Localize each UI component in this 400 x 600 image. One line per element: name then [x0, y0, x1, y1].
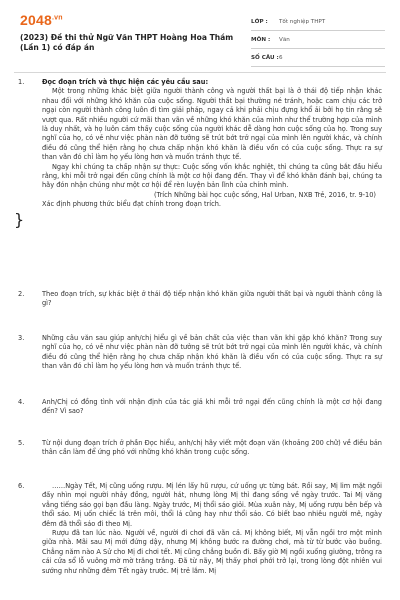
passage-paragraph: ……Ngày Tết, Mị cũng uống rượu. Mị lén lấy hũ rượu, cứ uống ực từng bát. Rồi say, Mị lim mặt ngồi đấy nhìn mọi người nhảy đồng, người hát, nhưng lòng Mị thì đang sống về ngày trước. Tai Mị văng vẳng tiếng sáo gọi bạn đầu làng. Ngày trước, Mị thổi sáo giỏi. Mùa xuân này, Mị uống rượu bên bếp và thổi sáo. Mị uốn chiếc lá trên môi, thổi lá cũng hay như thổi sáo. Có biết bao nhiêu người mê, ngày đêm đã thổi sáo đi theo Mị.: [42, 482, 382, 528]
question-body: [42, 290, 382, 309]
question-number: 6.: [18, 482, 25, 490]
meta-value: Tốt nghiệp THPT: [279, 18, 326, 25]
question-number: 4.: [18, 398, 25, 406]
passage-source: (Trích Những bài học cuộc sống, Hal Urban, NXB Trẻ, 2016, tr. 9-10): [153, 190, 376, 199]
question-number: 1.: [18, 78, 25, 86]
meta-row-count: [251, 49, 385, 67]
meta-value: 6: [279, 54, 283, 61]
meta-label: MÔN :: [251, 36, 271, 43]
question-number: 5.: [18, 439, 25, 447]
question-4: [14, 398, 386, 417]
meta-row-subject: [251, 31, 385, 49]
question-2: [14, 290, 386, 309]
question-number: 3.: [18, 334, 25, 342]
meta-value: Văn: [279, 36, 290, 43]
question-body: [42, 398, 382, 417]
exam-meta: [251, 13, 385, 67]
question-6: [14, 482, 386, 576]
question-body: [42, 439, 382, 458]
question-prompt: Xác định phương thức biểu đạt chính trong đoạn trích.: [42, 200, 222, 209]
meta-row-grade: [251, 13, 385, 31]
question-5: [14, 439, 386, 458]
page-title: (2023) Đề thi thử Ngữ Văn THPT Hoàng Hoa Thám (Lần 1) có đáp án: [20, 33, 234, 52]
passage-paragraph: Một trong những khác biệt giữa người thành công và người thất bại là ở thái độ tiếp nhận khác nhau đối với những khó khăn của cuộc sống. Người thất bại thường né tránh, hoặc cam chịu các trở ngại còn người thành công luôn đi tìm giải pháp, ngay cả khi phải chịu đựng khổ ải bởi họ tin rằng sẽ vượt qua. Rất nhiều người cứ mãi than vãn về những khó khăn của mình như thể trường hợp của mình là duy nhất, và họ luôn cảm thấy cuộc sống của người khác dễ dàng hơn cuộc sống của họ. Trong suy nghĩ của họ, có vẻ như việc phàn nàn đỡ tưởng sẽ trút bớt trở ngại của mình lên người khác, và chính điều đó cũng thể hiện rằng họ chưa chấp nhận khó khăn là điều vốn có của cuộc sống. Thực ra sự than vãn đó chỉ làm họ yếu lòng hơn và muốn tránh thực tế.: [42, 87, 382, 162]
passage-paragraph: Rượu đã tan lúc nào. Người về, người đi chơi đã vãn cả. Mị không biết, Mị vẫn ngồi trơ một mình giữa nhà. Mãi sau Mị mới đứng dậy, nhưng Mị không bước ra đường chơi, mà từ từ bước vào buồng. Chẳng năm nào A Sử cho Mị đi chơi tết. Mị cũng chẳng buồn đi. Bấy giờ Mị ngồi xuống giường, trông ra cái cửa sổ lỗ vuông mờ mờ trăng trắng. Đã từ nãy, Mị thấy phơi phới trở lại, trong lòng đột nhiên vui sướng như những đêm Tết ngày trước. Mị trẻ lắm. Mị: [42, 529, 382, 575]
question-body: [42, 78, 382, 210]
question-3: [14, 334, 386, 372]
header-divider: [14, 72, 386, 73]
meta-label: LỚP :: [251, 18, 268, 25]
question-body: [42, 482, 382, 576]
passage-paragraph: Ngay khi chúng ta chấp nhận sự thực: Cuộc sống vốn khắc nghiệt, thì chúng ta cũng bắt đầu hiểu rằng, khi mỗi trở ngại đến cũng chính là một cơ hội đang đến. Thay vì để khó khăn đánh bại, chúng ta hãy đón nhận chúng như một cơ hội để rèn luyện bản lĩnh của chính mình.: [42, 162, 382, 190]
question-text: Anh/Chị có đồng tình với nhận định của tác giả khi mỗi trở ngại đến cũng chính là một cơ hội đang đến? Vì sao?: [42, 398, 382, 416]
meta-label: SỐ CÂU :: [251, 54, 279, 61]
question-text: Theo đoạn trích, sự khác biệt ở thái độ tiếp nhận khó khăn giữa người thất bại và người thành công là gì?: [42, 290, 382, 308]
question-text: Từ nội dung đoạn trích ở phần Đọc hiểu, anh/chị hãy viết một đoạn văn (khoảng 200 chữ) về điều bản thân cần làm để ứng phó với những khó khăn trong cuộc sống.: [42, 439, 382, 457]
site-logo[interactable]: $2048^{.vn}$: [20, 12, 63, 28]
question-heading: Đọc đoạn trích và thực hiện các yêu cầu sau:: [42, 78, 209, 86]
question-number: 2.: [18, 290, 25, 298]
question-body: [42, 334, 382, 372]
question-text: Những câu văn sau giúp anh/chị hiểu gì về bản chất của việc than vãn khi gặp khó khăn? Trong suy nghĩ của họ, có vẻ như việc phàn nàn đỡ tưởng sẽ trút bớt trở ngại của mình lên người khác, và chính điều đó cũng thể hiện rằng họ chưa chấp nhận khó khăn là điều vốn có của cuộc sống. Thực ra sự than vãn đó chỉ làm họ yếu lòng hơn và muốn tránh thực tế.: [42, 334, 382, 371]
question-1: 1. Đọc đoạn trích và thực hiện các yêu cầu sau: Một trong những khác biệt giữa người thành công và người thất bại là ở thái độ tiếp nhận khác nhau đối với những khó khăn của cuộc sống. Người thất bại thường né tránh, hoặc cam chịu các trở ngại còn người thành công luôn đi tìm giải pháp, ngay cả khi phải chịu đựng khổ ải bởi họ tin rằng sẽ vượt qua. Rất nhiều người cứ mãi than vãn về những khó khăn của mình như thể trường hợp của mình là duy nhất, và họ luôn cảm thấy cuộc sống của người khác dễ dàng hơn cuộc sống của họ. Trong suy nghĩ của họ, có vẻ như việc phàn nàn đỡ tưởng sẽ trút bớt trở ngại của mình lên người khác, và chính điều đó cũng thể hiện rằng họ chưa chấp nhận khó khăn là điều vốn có của cuộc sống. Thực ra sự than vãn đó chỉ làm họ yếu lòng hơn và muốn tránh thực tế. Ngay khi chúng ta chấp nhận sự thực: Cuộc sống vốn khắc nghiệt, thì chúng ta cũng bắt đầu hiểu rằng, khi mỗi trở ngại đến cũng chính là một cơ hội đang đến. Thay vì để khó khăn đánh bại, chúng ta hãy đón nhận chúng như một cơ hội để rèn luyện bản lĩnh của chính mình. (Trích Những bài học cuộc sống, Hal Urban, NXB Trẻ, 2016, tr. 9-10) Xác định phương thức biểu đạt chính trong đoạn trích. }: [14, 78, 382, 229]
